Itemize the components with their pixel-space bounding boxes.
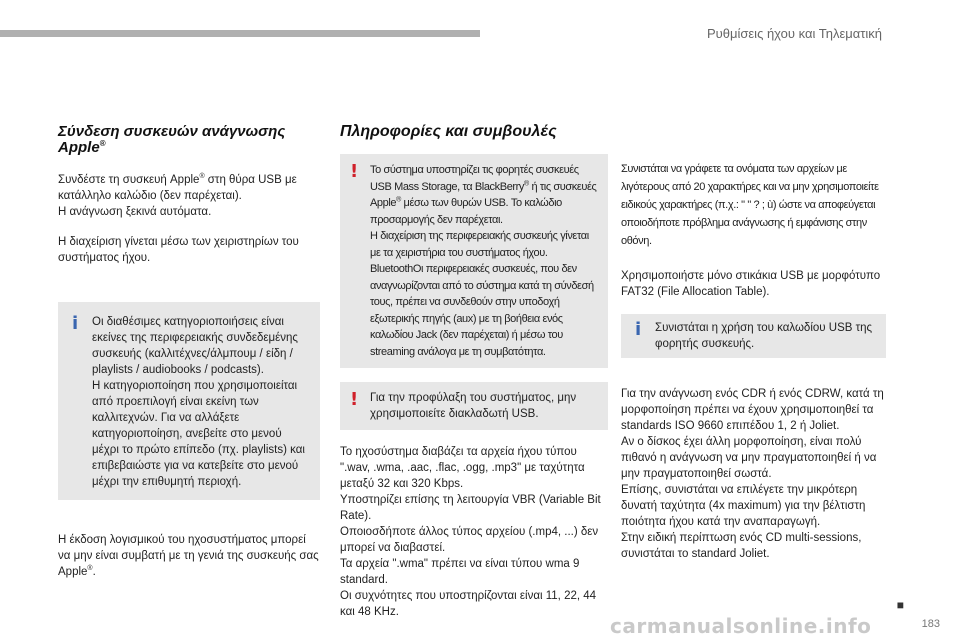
column-apple xyxy=(58,124,320,594)
warning-icon: ! xyxy=(350,161,358,182)
end-mark: ■ xyxy=(896,598,904,612)
usb-warning-box xyxy=(340,154,608,368)
apple-software-text: Η έκδοση λογισμικού του ηχοσυστήματος μπορεί να μην είναι συμβατή με τη γενιά της συσκευής σας Apple®. xyxy=(58,534,319,578)
apple-heading: Σύνδεση συσκευών ανάγνωσης Apple® xyxy=(58,123,286,156)
cable-info-text: Συνιστάται η χρήση του καλωδίου USB της φορητής συσκευής. xyxy=(655,322,873,350)
info-icon: i xyxy=(72,313,79,334)
warning-text-1: Το σύστημα υποστηρίζει τις φορητές συσκευές USB Mass Storage, τα BlackBerry® ή τις συσκευές Apple® μέσω των θυρών USB. Το καλώδιο προσαρμογής δεν παρέχεται. xyxy=(370,164,597,226)
watermark: carmanualsonline.info xyxy=(610,614,872,638)
cd-tips: Για την ανάγνωση ενός CDR ή ενός CDRW, κατά τη μορφοποίηση πρέπει να έχουν χρησιμοποιηθεί τα standards ISO 9660 επιπέδου 1, 2 ή Joliet. Αν ο δίσκος έχει άλλη μορφοποίηση, είναι πολύ πιθανό η ανάγνωση να μην πραγματοποιηθεί ή να μην πραγματοποιηθεί σωστά. Επίσης, συνιστάται να επιλέγετε την μικρότερη δυνατή ταχύτητα (4x maximum) για την βέλτιστη ποιότητα ήχου κατά την αναπαραγωγή. Στην ειδική περίπτωση ενός CD multi-sessions, συνιστάται το standard Joliet. xyxy=(621,388,884,560)
column-tips xyxy=(621,160,886,562)
hub-warning-box xyxy=(340,382,608,430)
hub-warning-text: Για την προφύλαξη του συστήματος, μην χρησιμοποιείτε διακλαδωτή USB. xyxy=(370,392,577,420)
info-heading: Πληροφορίες και συμβουλές xyxy=(340,123,557,140)
column-info xyxy=(340,124,608,620)
apple-connect-text: Συνδέστε τη συσκευή Apple® στη θύρα USB με κατάλληλο καλώδιο (δεν παρέχεται). Η ανάγνωση ξεκινά αυτόματα. xyxy=(58,173,297,218)
warning-icon: ! xyxy=(350,389,359,410)
audio-formats-text: Το ηχοσύστημα διαβάζει τα αρχεία ήχου τύπου ".wav, .wma, .aac, .flac, .ogg, .mp3" με ταχύτητα μεταξύ 32 και 320 Kbps. Υποστηρίζει επίσης τη λειτουργία VBR (Variable Bit Rate). Οποιοσδήποτε άλλος τύπος αρχείου (.mp4, ...) δεν μπορεί να διαβαστεί. Τα αρχεία ".wma" πρέπει να είναι τύπου wma 9 standard. Οι συχνότητες που υποστηρίζονται είναι 11, 22, 44 και 48 KHz. xyxy=(340,446,601,618)
cable-info-box xyxy=(621,314,886,358)
info-text-2: Η κατηγοριοποίηση που χρησιμοποιείται από προεπιλογή είναι εκείνη των καλλιτεχνών. Για να αλλάξετε κατηγοριοποίηση, ανεβείτε στο μενού μέχρι το πρώτο επίπεδο (πχ. playlists) και επιβεβαιώστε για να κατεβείτε στο μενού μέχρι την επιθυμητή περιοχή. xyxy=(92,380,305,488)
fat32-tip: Χρησιμοποιήστε μόνο στικάκια USB με μορφότυπο FAT32 (File Allocation Table). xyxy=(621,270,881,298)
section-title: Ρυθμίσεις ήχου και Τηλεματική xyxy=(706,26,882,41)
page-number: 183 xyxy=(921,618,940,630)
apple-control-text: Η διαχείριση γίνεται μέσω των χειριστηρίων του συστήματος ήχου. xyxy=(58,236,299,264)
filename-tip: Συνιστάται να γράφετε τα ονόματα των αρχείων με λιγότερους από 20 χαρακτήρες και να μην χρησιμοποιείτε ειδικούς χαρακτήρες (π.χ.: " " ? ; ù) ώστε να αποφεύγεται οποιοδήποτε πρόβλημα ανάγνωσης ή εμφάνισης στην οθόνη. xyxy=(621,163,879,247)
info-text-1: Οι διαθέσιμες κατηγοριοποιήσεις είναι εκείνες της περιφερειακής συνδεδεμένης συσκευής (καλλιτέχνες/άλμπουμ / είδη / playlists / audiobooks / podcasts). xyxy=(92,316,298,376)
warning-text-2: Η διαχείριση της περιφερειακής συσκευής γίνεται με τα χειριστήρια του συστήματος ήχου. BluetoothΟι περιφερειακές συσκευές, που δεν αναγνωρίζονται από το σύστημα κατά τη σύνδεσή τους, πρέπει να συνδεθούν στην υποδοχή εξωτερικής πηγής (aux) με τη βοήθεια ενός καλωδίου Jack (δεν παρέχεται) ή μέσω του streaming ανάλογα με τη συμβατότητα. xyxy=(370,230,594,358)
apple-info-box xyxy=(58,302,320,500)
info-icon: i xyxy=(635,319,642,340)
header-bar xyxy=(0,30,480,37)
